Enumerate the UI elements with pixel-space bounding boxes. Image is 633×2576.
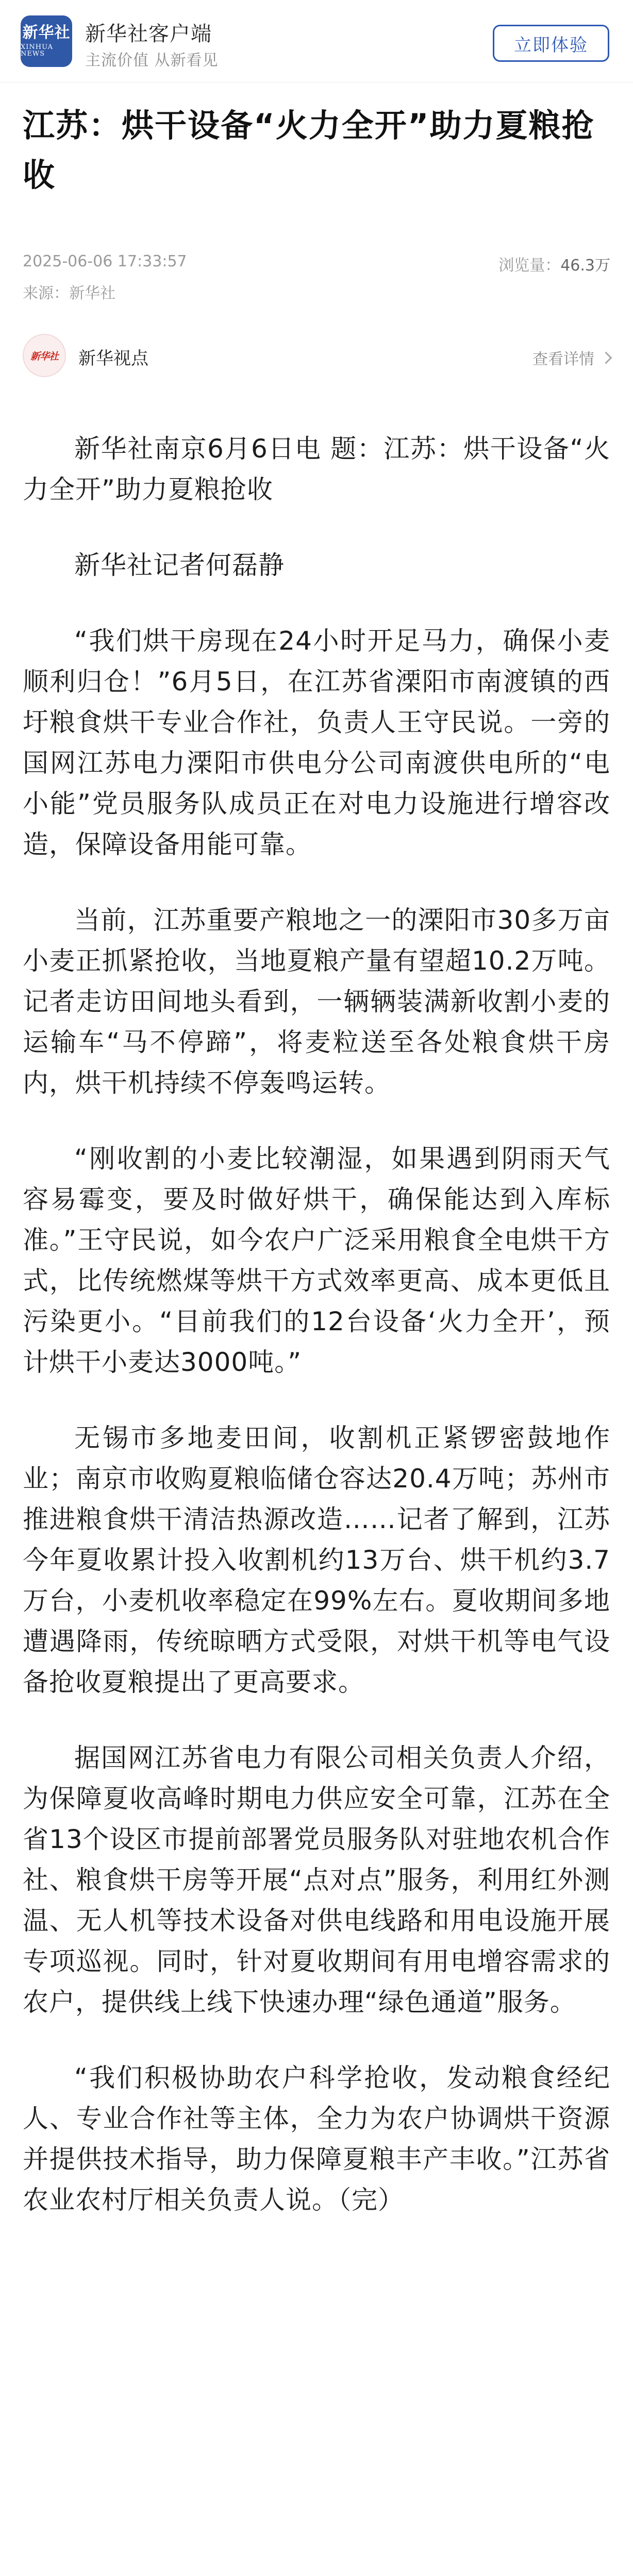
app-slogan: 主流价值 从新看见 <box>85 52 219 70</box>
paragraph: 当前，江苏重要产粮地之一的溧阳市30多万亩小麦正抓紧抢收，当地夏粮产量有望超10.2万吨。记者走访田间地头看到，一辆辆装满新收割小麦的运输车“马不停蹄”，将麦粒送至各处粮食烘干房内，烘干机持续不停轰鸣运转。 <box>23 905 610 1098</box>
app-banner <box>0 0 633 82</box>
channel-name[interactable]: 新华视点 <box>78 348 148 369</box>
paragraph-byline: 新华社记者何磊静 <box>74 550 285 580</box>
view-count <box>498 252 610 275</box>
channel-logo-text: 新华社 <box>30 350 58 362</box>
channel-detail-link[interactable] <box>532 346 610 369</box>
xinhua-app-logo <box>21 15 72 67</box>
logo-subtext: XINHUA NEWS <box>21 43 54 58</box>
article-title: 江苏：烘干设备“火力全开”助力夏粮抢收 <box>23 107 595 194</box>
paragraph: “刚收割的小麦比较潮湿，如果遇到阴雨天气容易霉变，要及时做好烘干，确保能达到入库标准。”王守民说，如今农户广泛采用粮食全电烘干方式，比传统燃煤等烘干方式效率更高、成本更低且污染更小。“目前我们的12台设备‘火力全开’，预计烘干小麦达3000吨。” <box>23 1144 610 1377</box>
view-count-value: 46.3万 <box>560 257 610 275</box>
channel-avatar[interactable] <box>23 334 66 377</box>
app-name: 新华社客户端 <box>85 22 212 46</box>
article-body <box>23 429 610 2256</box>
chevron-right-icon <box>599 351 612 364</box>
paragraph: 据国网江苏省电力有限公司相关负责人介绍，为保障夏收高峰时期电力供应安全可靠，江苏在全省13个设区市提前部署党员服务队对驻地农机合作社、粮食烘干房等开展“点对点”服务，利用红外测温、无人机等技术设备对供电线路和用电设施开展专项巡视。同时，针对夏收期间有用电增容需求的农户，提供线上线下快速办理“绿色通道”服务。 <box>23 1743 610 2017</box>
publish-time: 2025-06-06 17:33:57 <box>23 252 187 270</box>
open-app-button[interactable]: 立即体验 <box>493 25 609 62</box>
paragraph-dateline: 新华社南京6月6日电 题：江苏：烘干设备“火力全开”助力夏粮抢收 <box>23 434 610 504</box>
channel-row[interactable] <box>0 330 633 381</box>
view-count-label: 浏览量： <box>498 257 561 275</box>
paragraph: “我们积极协助农户科学抢收，发动粮食经纪人、专业合作社等主体，全力为农户协调烘干资源并提供技术指导，助力保障夏粮丰产丰收。”江苏省农业农村厅相关负责人说。（完） <box>23 2063 610 2215</box>
article-source: 来源：新华社 <box>23 284 115 302</box>
paragraph: “我们烘干房现在24小时开足马力，确保小麦顺利归仓！”6月5日，在江苏省溧阳市南渡镇的西圩粮食烘干专业合作社，负责人王守民说。一旁的国网江苏电力溧阳市供电分公司南渡供电所的“电小能”党员服务队成员正在对电力设施进行增容改造，保障设备用能可靠。 <box>23 626 610 859</box>
paragraph: 无锡市多地麦田间，收割机正紧锣密鼓地作业；南京市收购夏粮临储仓容达20.4万吨；苏州市推进粮食烘干清洁热源改造……记者了解到，江苏今年夏收累计投入收割机约13万台、烘干机约3.7万台，小麦机收率稳定在99%左右。夏收期间多地遭遇降雨，传统晾晒方式受限，对烘干机等电气设备抢收夏粮提出了更高要求。 <box>23 1423 610 1697</box>
logo-text: 新华社 <box>22 24 71 42</box>
channel-detail-label: 查看详情 <box>532 350 594 368</box>
